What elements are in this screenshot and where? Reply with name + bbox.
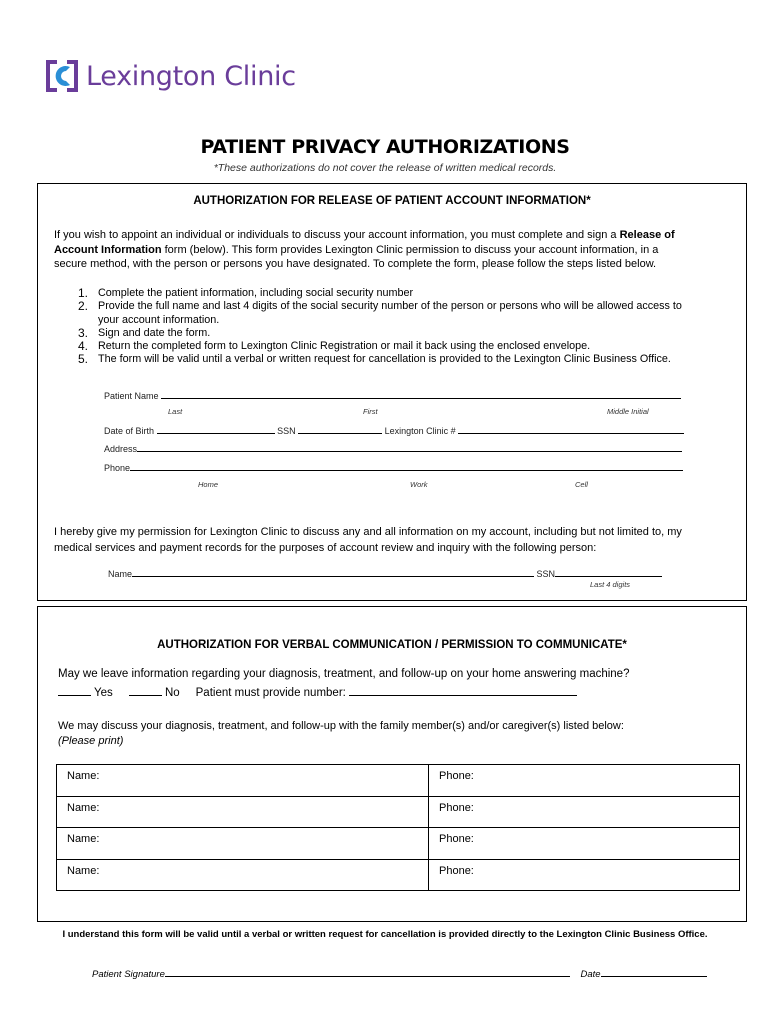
contact-phone-cell[interactable]: Phone: [429,828,740,860]
patient-name-field[interactable]: Patient Name [104,389,681,401]
permission-statement: I hereby give my permission for Lexington Clinic to discuss any and all information on my account, including but not limited to, my medical services and payment records for the purposes of account review and inquiry with the following person: [54,526,682,554]
address-field[interactable]: Address [104,442,682,454]
contact-name-cell[interactable]: Name: [57,828,429,860]
cell-phone-label: Cell [575,480,588,489]
designee-ssn-field[interactable]: SSN [537,569,663,579]
contact-phone-cell[interactable]: Phone: [429,859,740,891]
table-row [57,765,740,797]
work-phone-label: Work [410,480,428,489]
section1-heading: AUTHORIZATION FOR RELEASE OF PATIENT ACCOUNT INFORMATION* [193,195,591,207]
ssn-field[interactable]: SSN [277,426,382,436]
table-row [57,859,740,891]
table-row [57,828,740,860]
first-name-label: First [363,407,378,416]
designee-row [108,567,662,579]
section2-heading: AUTHORIZATION FOR VERBAL COMMUNICATION / PERMISSION TO COMMUNICATE* [157,639,627,651]
list-item: 2. Provide the full name and last 4 digits of the social security number of the person or persons who will be allowed access to your account information. [78,299,682,326]
answering-machine-answer-row [58,686,577,699]
clinic-logo-text: Lexington Clinic [86,60,296,92]
section1-intro: If you wish to appoint an individual or individuals to discuss your account information, you must complete and sign a Release of Account Information form (below). This form provides Lexington Clinic permission to discuss your account information, in a secure method, with the person or persons you have designated. To complete the form, please follow the steps listed below. [54,229,675,270]
contact-phone-cell[interactable]: Phone: [429,765,740,797]
verbal-communication-section [37,606,747,922]
clinic-logo-icon [44,58,80,94]
contact-name-cell[interactable]: Name: [57,796,429,828]
clinic-number-field[interactable]: Lexington Clinic # [385,426,685,436]
contact-phone-cell[interactable]: Phone: [429,796,740,828]
list-item: 1. Complete the patient information, including social security number [78,286,414,300]
list-item: 3. Sign and date the form. [78,325,211,340]
no-option[interactable]: No [129,687,180,699]
steps-list [78,287,698,367]
yes-option[interactable]: Yes [58,687,113,699]
list-item: 5. The form will be valid until a verbal or written request for cancellation is provided to the Lexington Clinic Business Office. [78,352,671,367]
discuss-statement: We may discuss your diagnosis, treatment, and follow-up with the family member(s) and/or caregiver(s) listed below: (Please print) [58,720,624,747]
contacts-table [56,764,740,891]
clinic-logo [44,57,296,95]
dob-ssn-clinic-row [104,424,684,436]
home-phone-label: Home [198,480,219,489]
contact-name-cell[interactable]: Name: [57,765,429,797]
table-row [57,796,740,828]
date-field[interactable]: Date [580,969,706,980]
signature-field[interactable]: Patient Signature [92,969,570,980]
patient-number-field[interactable]: Patient must provide number: [196,687,577,699]
phone-field[interactable]: Phone [104,461,683,473]
signature-row [92,967,707,980]
list-item: 4. Return the completed form to Lexington Clinic Registration or mail it back using the enclosed envelope. [78,339,591,354]
last4-label: Last 4 digits [590,580,631,589]
contact-name-cell[interactable]: Name: [57,859,429,891]
page-subtitle: *These authorizations do not cover the release of written medical records. [213,162,557,174]
release-account-info-section [37,183,747,601]
middle-initial-label: Middle Initial [607,407,649,416]
answering-machine-question: May we leave information regarding your diagnosis, treatment, and follow-up on your home answering machine? [58,668,630,680]
validity-note: I understand this form will be valid until a verbal or written request for cancellation is provided directly to the Lexington Clinic Business Office. [62,929,708,940]
last-name-label: Last [168,407,183,416]
page-title: PATIENT PRIVACY AUTHORIZATIONS [200,136,570,158]
dob-field[interactable]: Date of Birth [104,426,275,436]
designee-name-field[interactable]: Name [108,569,534,579]
